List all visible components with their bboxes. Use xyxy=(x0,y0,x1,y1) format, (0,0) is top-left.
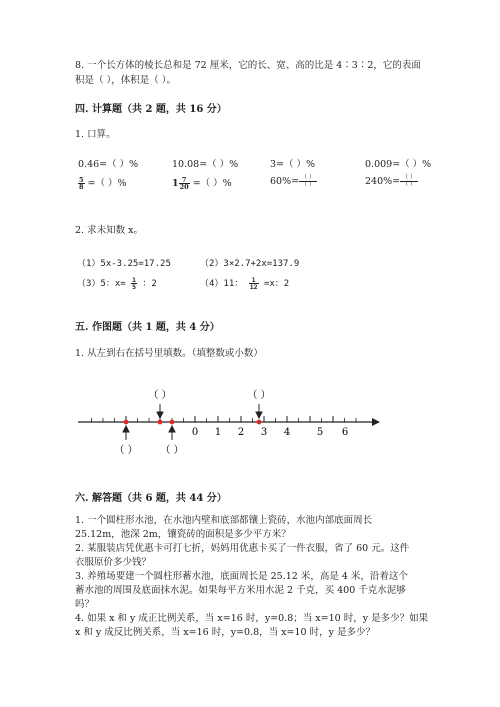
oral-calc-item: 3=（ ）% xyxy=(270,159,316,170)
problem-line: 1. 一个圆柱形水池，在水池内壁和底部都镶上瓷砖，水池内部底面周长 xyxy=(75,515,373,526)
oral-calc-item: 0.009=（ ）% xyxy=(365,159,432,170)
fraction: $\frac{5}{8}$ xyxy=(79,175,84,191)
fraction: $\frac{1}{12}$ xyxy=(249,275,258,291)
up-arrow-icon xyxy=(123,426,129,432)
tick-label: 5 xyxy=(316,427,324,438)
oral-calc-percent-to-fraction: 240%= $\frac{( )}{( )}$ xyxy=(365,174,417,188)
equation-2: （2）3×2.7+2x=137.9 xyxy=(200,259,300,269)
problem-line: 2. 某服装店凭优惠卡可打七折，妈妈用优惠卡买了一件衣服，省了 60 元。这件 xyxy=(75,543,410,554)
down-arrow-icon xyxy=(256,412,262,418)
problem-line: 4. 如果 x 和 y 成正比例关系，当 x=16 时，y=0.8；当 x=10 时，y 是多少？如果 xyxy=(75,613,429,624)
answer-blank: （ ） xyxy=(114,445,138,456)
point-marker xyxy=(124,420,129,425)
problem-line: 蓄水池的周围及底面抹水泥。如果每平方米用水泥 2 千克，买 400 千克水泥够 xyxy=(75,585,406,596)
problem-line: 3. 养殖场要建一个圆柱形蓄水池，底面周长是 25.12 米，高是 4 米，沿着这个 xyxy=(75,571,408,582)
down-arrows xyxy=(157,404,262,418)
equation-3: （3）5：x= $\frac{1}{5}$ ：2 xyxy=(77,275,157,291)
problem-line: 吗？ xyxy=(75,599,95,610)
tick-label: 6 xyxy=(341,427,349,438)
oral-calc-fraction-item: $\frac{5}{8}$ =（ ）% xyxy=(79,175,127,191)
tick-label: 0 xyxy=(191,427,199,438)
section-title-word-problems: 六. 解答题（共 6 题，共 44 分） xyxy=(75,493,227,504)
q8-line1: 8. 一个长方体的棱长总和是 72 厘米，它的长、宽、高的比是 4∶3∶2，它的表面 xyxy=(75,60,421,71)
point-marker xyxy=(257,420,262,425)
tick-label: 3 xyxy=(260,427,268,438)
oral-calc-label: 1. 口算。 xyxy=(75,129,116,140)
oral-calc-item: 0.46=（ ）% xyxy=(78,159,139,170)
fraction: $\frac{1}{5}$ xyxy=(132,275,137,291)
section-title-drawing: 五. 作图题（共 1 题，共 4 分） xyxy=(75,322,220,333)
fraction: $\frac{7}{20}$ xyxy=(179,175,189,191)
tick-label: 1 xyxy=(214,427,222,438)
problem-line: 25.12m，池深 2m，镶瓷砖的面积是多少平方米？ xyxy=(75,529,291,540)
fraction-blank: $\frac{( )}{( )}$ xyxy=(301,174,315,188)
solve-x-label: 2. 求未知数 x。 xyxy=(75,225,143,236)
tick-label: 2 xyxy=(237,427,245,438)
up-arrows xyxy=(123,426,175,440)
down-arrow-icon xyxy=(157,412,163,418)
problem-line: x 和 y 成反比例关系，当 x=16 时，y=0.8，当 x=10 时，y 是多少？ xyxy=(75,627,375,638)
number-line xyxy=(0,380,500,460)
axis-arrow-icon xyxy=(372,418,380,426)
answer-blank: （ ） xyxy=(148,390,172,401)
equation-4: （4）11： $\frac{1}{12}$ =x：2 xyxy=(200,275,290,291)
section-title-calculation: 四. 计算题（共 2 题，共 16 分） xyxy=(75,104,227,115)
up-arrow-icon xyxy=(169,426,175,432)
point-marker xyxy=(170,420,175,425)
fraction-blank: $\frac{( )}{( )}$ xyxy=(402,174,417,188)
answer-blank: （ ） xyxy=(160,445,184,456)
oral-calc-mixed-number-item: 1 $\frac{7}{20}$ =（ ）% xyxy=(172,175,232,191)
q8-line2: 积是（ ），体积是（ ）。 xyxy=(75,75,177,86)
oral-calc-percent-to-fraction: 60%= $\frac{( )}{( )}$ xyxy=(270,174,315,188)
oral-calc-item: 10.08=（ ）% xyxy=(172,159,239,170)
equation-1: （1）5x-3.25=17.25 xyxy=(77,259,171,269)
tick-label: 4 xyxy=(283,427,291,438)
problem-line: 衣服原价多少钱？ xyxy=(75,557,152,568)
number-line-minor-ticks xyxy=(92,418,357,422)
point-marker xyxy=(158,420,163,425)
drawing-question-1: 1. 从左到右在括号里填数。（填整数或小数） xyxy=(75,348,263,359)
answer-blank: （ ） xyxy=(247,390,271,401)
